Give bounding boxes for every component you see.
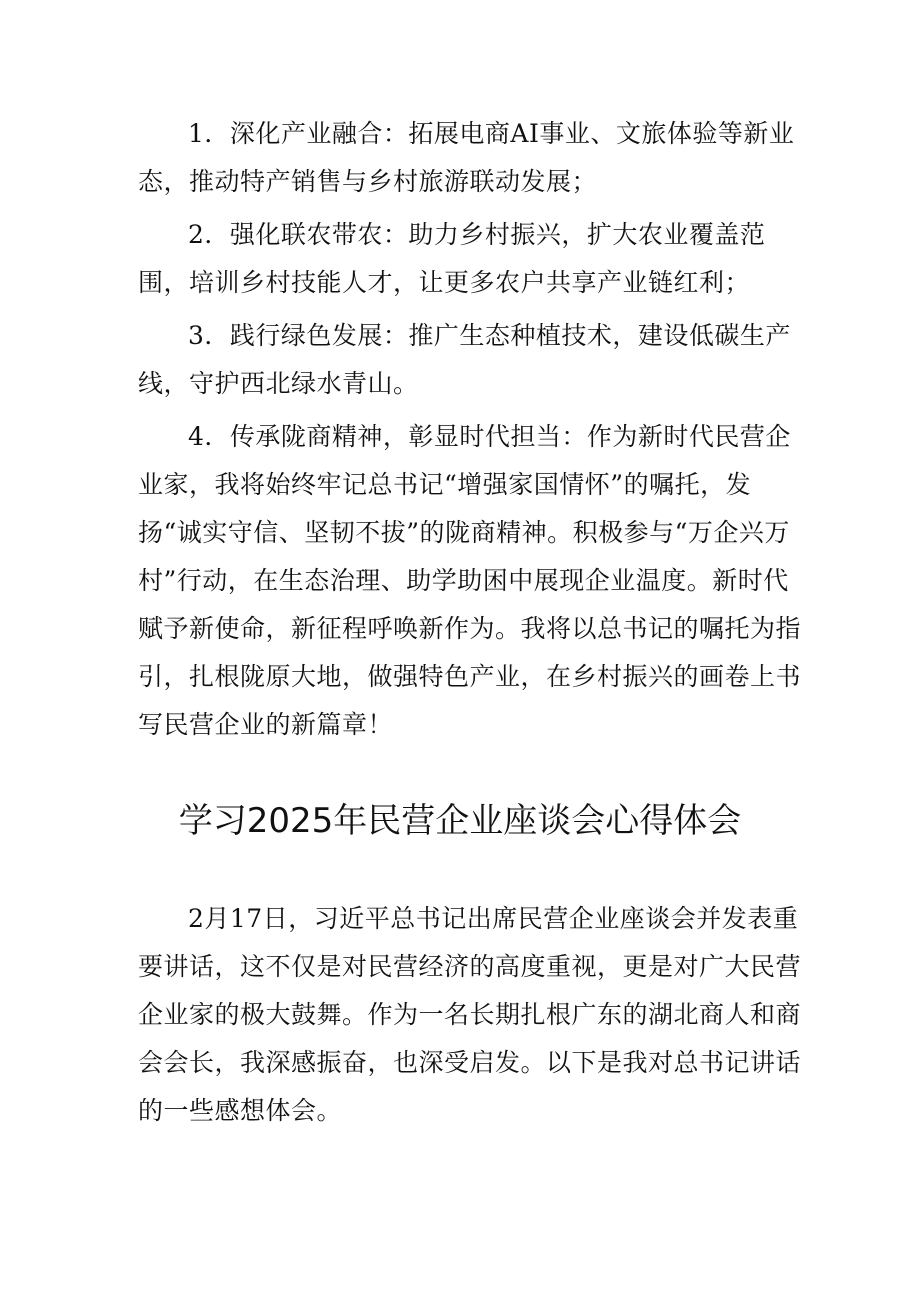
paragraph-longshang-spirit: 4．传承陇商精神，彰显时代担当：作为新时代民营企业家，我将始终牢记总书记“增强家国情怀”的嘱托，发扬“诚实守信、坚韧不拔”的陇商精神。积极参与“万企兴万村”行动，在生态治理、助学助困中展现企业温度。新时代赋予新使命，新征程呼唤新作为。我将以总书记的嘱托为指引，扎根陇原大地，做强特色产业，在乡村振兴的画卷上书写民营企业的新篇章！ (138, 422, 802, 739)
paragraph-deepen-industry-integration: 1．深化产业融合：拓展电商AI事业、文旅体验等新业态，推动特产销售与乡村旅游联动发展； (138, 119, 795, 196)
paragraph-intro-feb17: 2月17日，习近平总书记出席民营企业座谈会并发表重要讲话，这不仅是对民营经济的高度重视，更是对广大民营企业家的极大鼓舞。作为一名长期扎根广东的湖北商人和商会会长，我深感振奋，也深受启发。以下是我对总书记讲话的一些感想体会。 (138, 904, 802, 1125)
paragraph-strengthen-farmer-linkage: 2．强化联农带农：助力乡村振兴，扩大农业覆盖范围，培训乡村技能人才，让更多农户共享产业链红利； (138, 220, 766, 297)
paragraph-green-development: 3．践行绿色发展：推广生态种植技术，建设低碳生产线，守护西北绿水青山。 (138, 321, 791, 398)
document-title: 学习2025年民营企业座谈会心得体会 (178, 801, 742, 841)
